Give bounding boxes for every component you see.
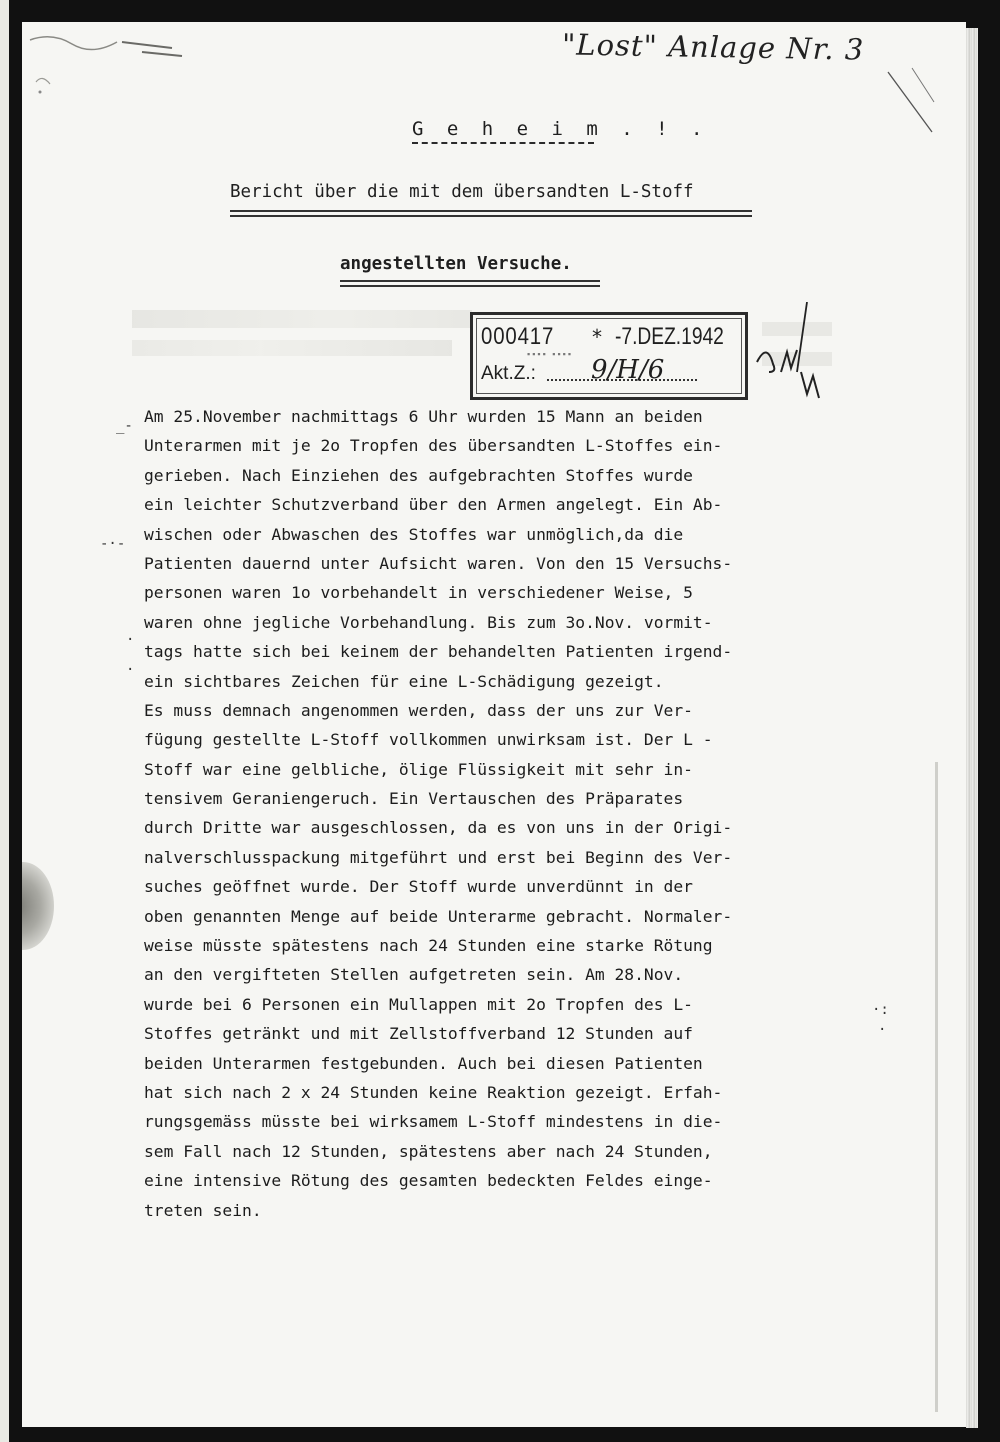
stamp-smudge: ▪▪▪▪ ▪▪▪▪ [527,349,574,359]
handwritten-annotation: "Lost" Anlage Nr. 3 [561,27,865,67]
body-line: wischen oder Abwaschen des Stoffes war unmöglich,da die [144,524,684,544]
body-line: wurde bei 6 Personen ein Mullappen mit 2o Tropfen des L- [144,994,693,1014]
margin-mark: ·: [872,1002,889,1018]
body-line: Stoff war eine gelbliche, ölige Flüssigkeit mit sehr in- [144,759,693,779]
receipt-stamp [470,312,748,400]
bleed-through-mark [132,310,472,328]
body-line: weise müsste spätestens nach 24 Stunden eine starke Rötung [144,936,713,956]
stamp-file-reference-label: Akt.Z.: [481,363,536,384]
body-line: rungsgemäss müsste bei wirksamem L-Stoff mindestens in die- [144,1112,723,1132]
margin-mark: · [126,662,135,678]
body-line: tensivem Geraniengeruch. Ein Vertauschen des Präparates [144,789,684,809]
classification-underline [412,142,594,144]
body-line: durch Dritte war ausgeschlossen, da es von uns in der Origi- [144,818,733,838]
body-line: treten sein. [144,1200,262,1220]
margin-mark: _- [116,418,133,434]
body-line: tags hatte sich bei keinem der behandelten Patienten irgend- [144,642,733,662]
bleed-through-mark [132,340,452,356]
body-line: Patienten dauernd unter Aufsicht waren. Von den 15 Versuchs- [144,553,733,573]
stamp-number: 000417 [481,323,555,350]
body-line: eine intensive Rötung des gesamten bedeckten Feldes einge- [144,1171,713,1191]
body-line: personen waren 1o vorbehandelt in verschiedener Weise, 5 [144,583,693,603]
body-line: beiden Unterarmen festgebunden. Auch bei diesen Patienten [144,1053,703,1073]
body-line: Am 25.November nachmittags 6 Uhr wurden 15 Mann an beiden [144,407,703,426]
body-line: nalverschlusspackung mitgeführt und erst bei Beginn des Ver- [144,847,733,867]
fold-line [935,762,938,1412]
corner-pencil-mark-icon [882,62,962,152]
body-line: waren ohne jegliche Vorbehandlung. Bis zum 3o.Nov. vormit- [144,612,713,632]
stamp-file-reference-value: 9/H/6 [591,355,665,385]
adjacent-page-edge [0,0,9,1442]
body-line: ein sichtbares Zeichen für eine L-Schädigung gezeigt. [144,671,664,691]
report-title-underline [230,210,752,217]
body-line: Stoffes getränkt und mit Zellstoffverband 12 Stunden auf [144,1024,693,1044]
margin-mark: · [878,1022,887,1038]
stamp-date: -7.DEZ.1942 [615,323,724,350]
document-page [22,22,966,1427]
punch-hole [22,862,54,950]
body-line: gerieben. Nach Einziehen des aufgebrachten Stoffes wurde [144,465,693,485]
stamp-star-icon: * [591,325,604,349]
report-title-continued-underline [340,280,600,287]
body-line: an den vergifteten Stellen aufgetreten sein. Am 28.Nov. [144,965,684,985]
page-stack-edge [966,28,978,1428]
body-line: Unterarmen mit je 2o Tropfen des übersandten L-Stoffes ein- [144,436,723,456]
margin-mark: -·- [100,536,126,552]
body-line: hat sich nach 2 x 24 Stunden keine Reaktion gezeigt. Erfah- [144,1082,723,1102]
body-line: oben genannten Menge auf beide Unterarme gebracht. Normaler- [144,906,733,926]
body-line: fügung gestellte L-Stoff vollkommen unwirksam ist. Der L - [144,730,713,750]
handwritten-initials-icon [747,302,827,402]
body-line: suches geöffnet wurde. Der Stoff wurde unverdünnt in der [144,877,693,897]
classification-heading: G e h e i m . ! . [412,118,709,140]
corner-scribble-icon [22,22,202,112]
report-title: Bericht über die mit dem übersandten L-Stoff [230,182,694,202]
body-line: sem Fall nach 12 Stunden, spätestens aber nach 24 Stunden, [144,1141,713,1161]
body-line: Es muss demnach angenommen werden, dass der uns zur Ver- [144,700,693,720]
body-line: ein leichter Schutzverband über den Armen angelegt. Ein Ab- [144,495,723,515]
report-body [144,402,864,1225]
margin-mark: · [126,632,135,648]
report-title-continued: angestellten Versuche. [340,254,572,274]
